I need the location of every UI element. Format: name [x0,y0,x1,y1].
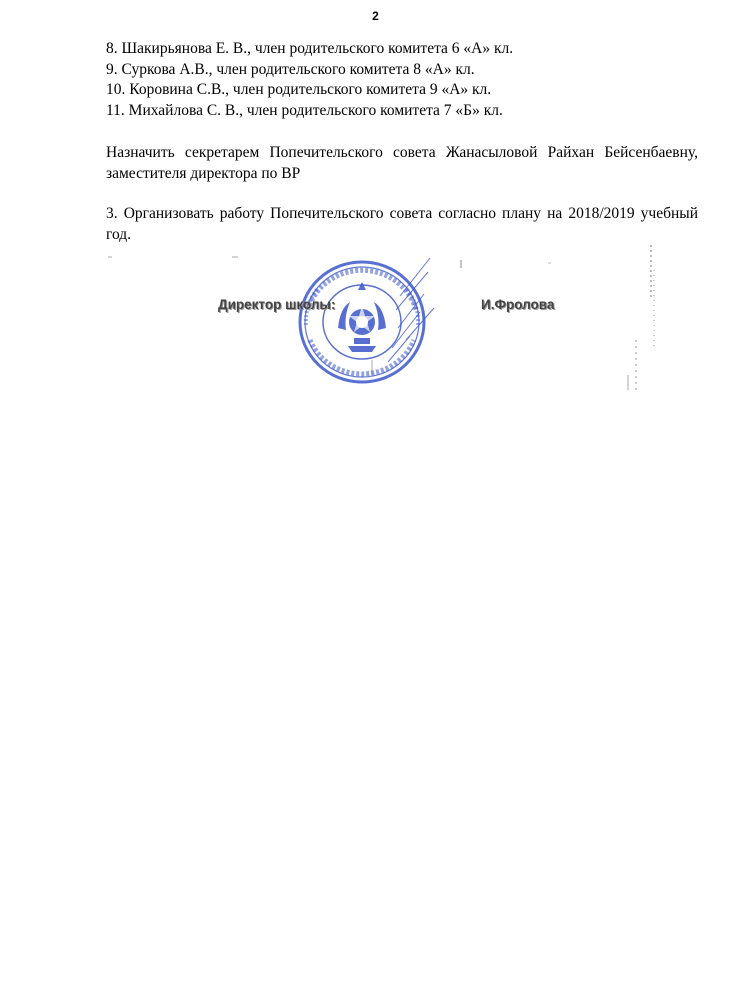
list-item: 8. Шакирьянова Е. В., член родительского комитета 6 «А» кл. [106,40,514,57]
list-item: 11. Михайлова С. В., член родительского комитета 7 «Б» кл. [106,101,503,119]
director-label: Директор школы: [218,297,336,312]
page-number: 2 [372,9,379,23]
list-item: 10. Коровина С.В., член родительского комитета 9 «А» кл. [106,81,492,98]
committee-member-list [106,39,706,121]
secretary-paragraph: Назначить секретарем Попечительского совета Жанасыловой Райхан Бейсенбаевну, заместителя директора по ВР [106,144,698,182]
list-item: 9. Суркова А.В., член родительского комитета 8 «А» кл. [106,60,475,78]
official-seal [288,250,438,390]
item-3-paragraph: 3. Организовать работу Попечительского совета согласно плану на 2018/2019 учебный год. [106,205,698,243]
director-name: И.Фролова [481,297,555,312]
signature-block [0,240,751,400]
